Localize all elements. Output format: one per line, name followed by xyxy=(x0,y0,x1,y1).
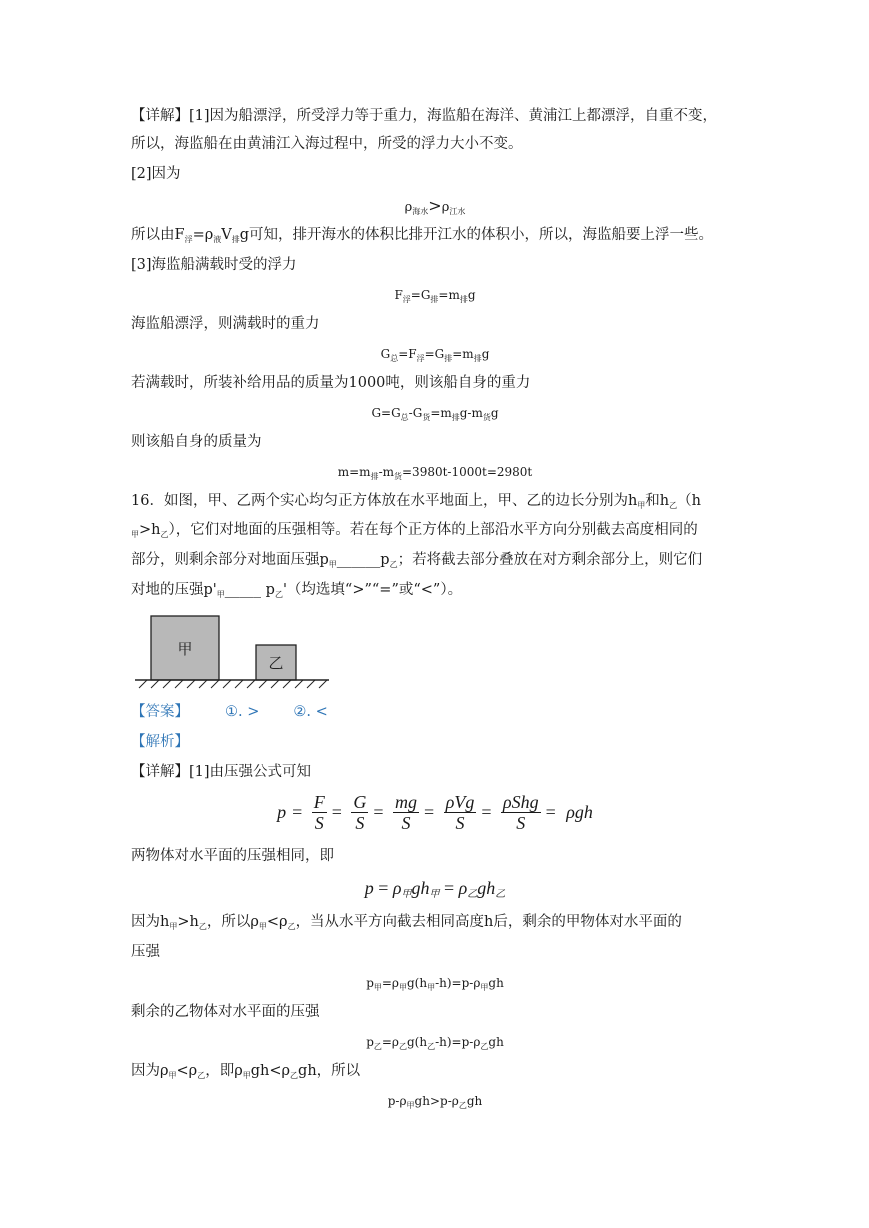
text-line: 因为$h_甲>h_乙$，所以$\rho_甲<\rho_乙$，当从水平方向截去相同高度h后，剩余的甲物体对水平面的 xyxy=(131,914,682,931)
text-line: 海监船漂浮，则满载时的重力 xyxy=(131,316,320,332)
ground-hatching xyxy=(139,680,327,688)
equation-density-compare: $\rho_{海水}>\rho_{江水}$ xyxy=(404,196,466,216)
question-16-text: $_甲>h_乙$），它们对地面的压强相等。若在每个正方体的上部沿水平方向分别截去高度相同的 xyxy=(131,522,698,539)
equation-pressure-jia: $p_甲=\rho_甲g(h_甲-h)=p-\rho_甲gh$ xyxy=(366,976,504,992)
text-line: 因为$\rho_甲<\rho_乙$，即$\rho_甲gh<\rho_乙gh$，所以 xyxy=(131,1063,361,1080)
pressure-formula: p = $\frac{F}{S}$ = $\frac{G}{S}$ = $\frac{mg}{S}$ = $\frac{\text{ρVg}}{S}$ = $\frac{\text{ρShg}}{S}$ = ρgh xyxy=(277,792,593,833)
text-line: [2]因为 xyxy=(131,166,181,182)
text-line: 剩余的乙物体对水平面的压强 xyxy=(131,1004,320,1020)
answer-line xyxy=(131,702,328,722)
question-16-text: 16．如图，甲、乙两个实心均匀正方体放在水平地面上，甲、乙的边长分别为$h_甲$和$h_乙(h$ xyxy=(131,493,701,510)
text-line: [3]海监船满载时受的浮力 xyxy=(131,257,297,273)
equation-ship-weight: $G=G_总-G_货=m_排g-m_货g$ xyxy=(371,406,499,422)
analysis-label: 【解析】 xyxy=(131,734,189,750)
equation-total-weight: $G_总=F_浮=G_排=m_排g$ xyxy=(380,347,490,363)
text-line: 两物体对水平面的压强相同，即 xyxy=(131,848,334,864)
question-16-text: 部分，则剩余部分对地面压强$p_甲\_\_\_\_\_\_p_乙$；若将截去部分叠放在对方剩余部分上，则它们 xyxy=(131,552,703,569)
equation-pressure-yi: $p_乙=\rho_乙g(h_乙-h)=p-\rho_乙gh$ xyxy=(366,1035,504,1051)
block-yi-label: 乙 xyxy=(268,654,284,672)
text-line: 所以由$F_浮=\rho_液V_排g$可知，排开海水的体积比排开江水的体积小，所以，海监船要上浮一些。 xyxy=(131,227,714,244)
equation-ship-mass: $m=m_排-m_货=3980t-1000t=2980t$ xyxy=(337,465,533,481)
block-jia-label: 甲 xyxy=(177,640,193,658)
question-16-text: 对地的压强$p'_甲\_\_\_\_\_$ $p_乙'$（均选填“>”“=”或“<”）。 xyxy=(131,582,463,599)
answer-2: ②. < xyxy=(293,704,328,720)
answer-label: 【答案】 xyxy=(131,704,189,720)
pressure-equality-formula: $p = \rho_甲gh_甲 = \rho_乙gh_乙$ xyxy=(364,878,506,900)
equation-compare-final: $p-\rho_甲gh>p-\rho_乙gh$ xyxy=(387,1094,483,1110)
equation-buoyancy: $F_浮=G_排=m_排g$ xyxy=(394,288,476,304)
text-line: 【详解】[1]由压强公式可知 xyxy=(131,764,312,780)
cubes-figure xyxy=(133,612,333,692)
text-line: 则该船自身的质量为 xyxy=(131,434,262,450)
text-line: 【详解】[1]因为船漂浮，所受浮力等于重力，海监船在海洋、黄浦江上都漂浮，自重不变， xyxy=(131,108,718,124)
text-line: 所以，海监船在由黄浦江入海过程中，所受的浮力大小不变。 xyxy=(131,136,523,152)
answer-1: ①. > xyxy=(225,704,260,720)
text-line: 若满载时，所装补给用品的质量为1000吨，则该船自身的重力 xyxy=(131,375,531,391)
text-line: 压强 xyxy=(131,944,160,960)
